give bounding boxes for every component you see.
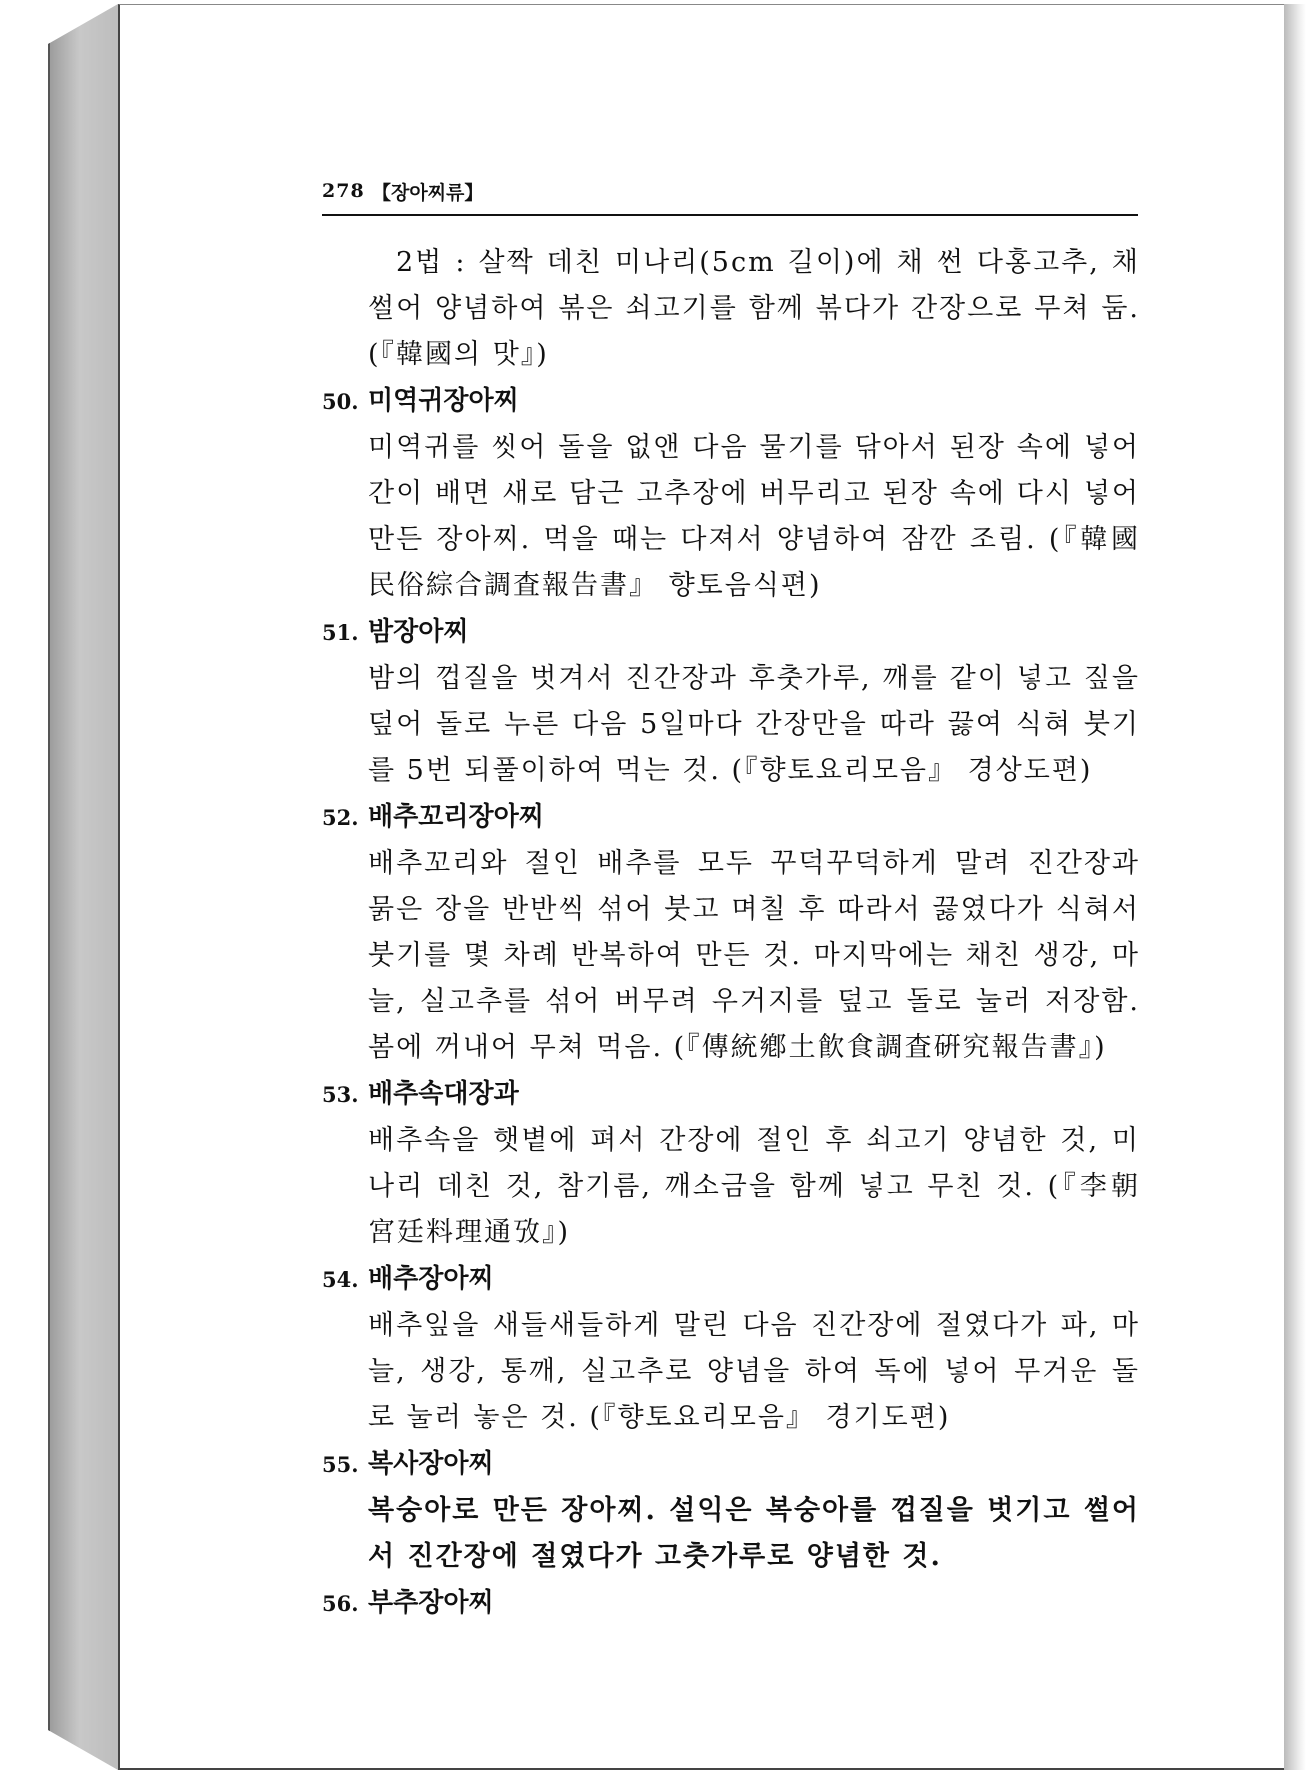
entry-50 — [322, 378, 1140, 609]
entry-number: 55. — [322, 1452, 359, 1477]
entry-number: 51. — [322, 620, 359, 645]
entry-number: 52. — [322, 805, 359, 830]
entry-56 — [322, 1580, 1140, 1627]
entry-title: 미역귀장아찌 — [368, 386, 519, 416]
entry-number: 50. — [322, 389, 359, 414]
entry-number: 56. — [322, 1591, 359, 1616]
entry-53 — [322, 1071, 1140, 1256]
entry-number: 53. — [322, 1082, 359, 1107]
page-header — [322, 178, 1138, 216]
entry-text: 미역귀를 씻어 돌을 없앤 다음 물기를 닦아서 된장 속에 넣어 간이 배면 새로 담근 고추장에 버무리고 된장 속에 다시 넣어 만든 장아찌. 먹을 때는 다져서 양념하여 잠깐 조림. (『韓國民俗綜合調査報告書』 향토음식편) — [368, 432, 1140, 601]
page-shadow — [1284, 4, 1306, 1770]
entry-heading — [322, 1441, 1140, 1488]
entry-51 — [322, 609, 1140, 794]
page-content — [322, 240, 1140, 1627]
book-spine-outline — [48, 4, 118, 1770]
entry-title: 배추속대장과 — [368, 1079, 519, 1109]
entry-number: 54. — [322, 1267, 359, 1292]
entry-title: 복사장아찌 — [368, 1449, 494, 1479]
entry-title: 밤장아찌 — [368, 617, 469, 647]
entry-52 — [322, 794, 1140, 1071]
entry-text: 밤의 껍질을 벗겨서 진간장과 후춧가루, 깨를 같이 넣고 짚을 덮어 돌로 누른 다음 5일마다 간장만을 따라 끓여 식혀 붓기를 5번 되풀이하여 먹는 것. (『향토요리모음』 경상도편) — [368, 663, 1140, 786]
entry-title: 배추장아찌 — [368, 1264, 494, 1294]
entry-heading — [322, 1256, 1140, 1303]
entry-heading — [322, 609, 1140, 656]
intro-paragraph: 2법 : 살짝 데친 미나리(5cm 길이)에 채 썬 다홍고추, 채 썰어 양념하여 볶은 쇠고기를 함께 볶다가 간장으로 무쳐 둠. (『韓國의 맛』) — [368, 247, 1140, 370]
entry-heading — [322, 378, 1140, 425]
entry-heading — [322, 794, 1140, 841]
entry-55 — [322, 1441, 1140, 1580]
entry-text: 배추잎을 새들새들하게 말린 다음 진간장에 절였다가 파, 마늘, 생강, 통깨, 실고추로 양념을 하여 독에 넣어 무거운 돌로 눌러 놓은 것. (『향토요리모음』 경기도편) — [368, 1310, 1140, 1433]
entry-title: 배추꼬리장아찌 — [368, 802, 544, 832]
entry-54 — [322, 1256, 1140, 1441]
entry-heading — [322, 1580, 1140, 1627]
page-number: 278 — [322, 180, 365, 202]
entry-title: 부추장아찌 — [368, 1588, 494, 1618]
entry-text: 배추꼬리와 절인 배추를 모두 꾸덕꾸덕하게 말려 진간장과 묽은 장을 반반씩 섞어 붓고 며칠 후 따라서 끓였다가 식혀서 붓기를 몇 차례 반복하여 만든 것. 마지막에는 채친 생강, 마늘, 실고추를 섞어 버무려 우거지를 덮고 돌로 눌러 저장함. 봄에 꺼내어 무쳐 먹음. (『傳統鄕土飮食調査硏究報告書』) — [368, 848, 1140, 1063]
entry-text: 배추속을 햇볕에 펴서 간장에 절인 후 쇠고기 양념한 것, 미나리 데친 것, 참기름, 깨소금을 함께 넣고 무친 것. (『李朝宮廷料理通攷』) — [368, 1125, 1140, 1248]
running-title: 【장아찌류】 — [372, 182, 484, 204]
entry-heading — [322, 1071, 1140, 1118]
entry-text: 복숭아로 만든 장아찌. 설익은 복숭아를 껍질을 벗기고 썰어서 진간장에 절였다가 고춧가루로 양념한 것. — [368, 1495, 1140, 1572]
